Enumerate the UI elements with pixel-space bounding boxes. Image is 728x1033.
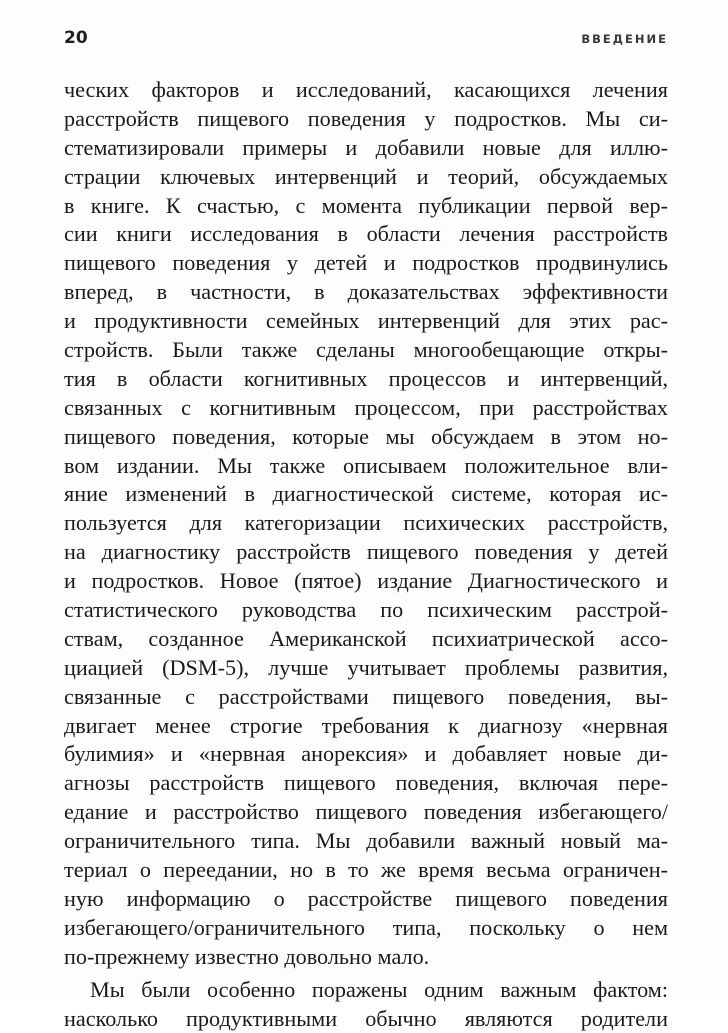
text-line: статистического руководства по психическим расстрой- [64, 596, 668, 625]
text-line: агнозы расстройств пищевого поведения, включая пере- [64, 769, 668, 798]
text-line: пользуется для категоризации психических расстройств, [64, 509, 668, 538]
text-line: связанных с когнитивным процессом, при расстройствах [64, 394, 668, 423]
text-line: стройств. Были также сделаны многообещающие откры- [64, 336, 668, 365]
text-line: связанные с расстройствами пищевого поведения, вы- [64, 683, 668, 712]
text-line: тия в области когнитивных процессов и интервенций, [64, 365, 668, 394]
body-text [64, 76, 668, 1033]
text-line: в книге. К счастью, с момента публикации первой вер- [64, 192, 668, 221]
text-line: пищевого поведения, которые мы обсуждаем в этом но- [64, 423, 668, 452]
text-line: избегающего/ограничительного типа, поскольку о нем [64, 914, 668, 943]
text-line: ную информацию о расстройстве пищевого поведения [64, 885, 668, 914]
text-line: расстройств пищевого поведения у подростков. Мы си- [64, 105, 668, 134]
paragraph-2 [64, 976, 668, 1033]
paragraph-1 [64, 76, 668, 972]
text-line: вперед, в частности, в доказательствах эффективности [64, 278, 668, 307]
text-line: булимия» и «нервная анорексия» и добавляет новые ди- [64, 740, 668, 769]
text-line: стематизировали примеры и добавили новые для иллю- [64, 134, 668, 163]
page-number: 20 [64, 28, 88, 48]
text-line: Мы были особенно поражены одним важным фактом: [64, 976, 668, 1005]
text-line: вом издании. Мы также описываем положительное вли- [64, 452, 668, 481]
text-line: сии книги исследования в области лечения расстройств [64, 220, 668, 249]
text-line: на диагностику расстройств пищевого поведения у детей [64, 538, 668, 567]
text-line: яние изменений в диагностической системе, которая ис- [64, 480, 668, 509]
text-line: двигает менее строгие требования к диагнозу «нервная [64, 712, 668, 741]
text-line: по-прежнему известно довольно мало. [64, 943, 668, 972]
text-line: и подростков. Новое (пятое) издание Диагностического и [64, 567, 668, 596]
text-line: едание и расстройство пищевого поведения избегающего/ [64, 798, 668, 827]
text-line: ствам, созданное Американской психиатрической ассо- [64, 625, 668, 654]
text-line: циацией (DSM-5), лучше учитывает проблемы развития, [64, 654, 668, 683]
text-line: и продуктивности семейных интервенций для этих рас- [64, 307, 668, 336]
text-line: страции ключевых интервенций и теорий, обсуждаемых [64, 163, 668, 192]
text-line: пищевого поведения у детей и подростков продвинулись [64, 249, 668, 278]
text-line: териал о переедании, но в то же время весьма ограничен- [64, 856, 668, 885]
text-line: ческих факторов и исследований, касающихся лечения [64, 76, 668, 105]
text-line: ограничительного типа. Мы добавили важный новый ма- [64, 827, 668, 856]
text-line: насколько продуктивными обычно являются родители [64, 1005, 668, 1033]
running-header-title: ВВЕДЕНИЕ [581, 32, 668, 46]
